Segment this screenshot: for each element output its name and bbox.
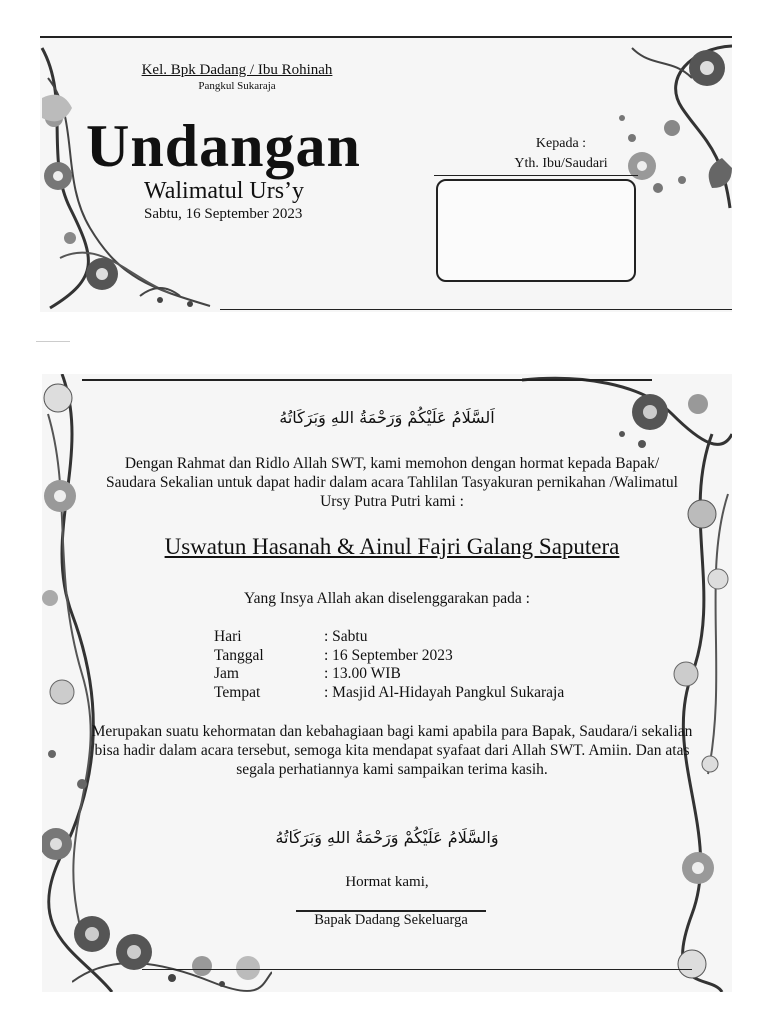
detail-row-date bbox=[214, 647, 564, 666]
sender-name: Kel. Bpk Dadang / Ibu Rohinah bbox=[141, 62, 333, 78]
invitation-letter bbox=[42, 374, 732, 992]
signature-name: Bapak Dadang Sekeluarga bbox=[296, 910, 486, 929]
detail-row-venue bbox=[214, 684, 564, 703]
event-date: Sabtu, 16 September 2023 bbox=[144, 206, 303, 222]
detail-label: Jam bbox=[214, 665, 239, 682]
detail-value: : Sabtu bbox=[324, 628, 368, 645]
address-box bbox=[436, 179, 636, 282]
frame-bottom-rule bbox=[142, 969, 692, 970]
recipient-label: Kepada : bbox=[535, 136, 587, 151]
frame-top-rule bbox=[82, 379, 652, 381]
closing-salutation-calligraphy: وَالسَّلَامُ عَلَيْكُمْ وَرَحْمَةُ اللهِ وَبَرَكَاتُهُ bbox=[275, 828, 499, 847]
invitation-title: Undangan bbox=[86, 113, 361, 179]
detail-label: Hari bbox=[214, 628, 242, 645]
envelope-bottom-rule bbox=[220, 309, 732, 310]
detail-value: : 16 September 2023 bbox=[324, 646, 453, 664]
detail-label: Tanggal bbox=[214, 646, 264, 664]
regards-text: Hormat kami, bbox=[345, 874, 429, 890]
detail-row-day bbox=[214, 628, 564, 647]
event-details bbox=[214, 628, 564, 702]
detail-value: : Masjid Al-Hidayah Pangkul Sukaraja bbox=[324, 683, 565, 701]
intro-paragraph: Dengan Rahmat dan Ridlo Allah SWT, kami memohon dengan hormat kepada Bapak/ Saudara Sekalian untuk dapat hadir dalam acara Tahlilan Tasyakuran pernikahan /Walimatul Ursy Putra Putri kami : bbox=[106, 455, 678, 510]
flower-cluster-icon bbox=[72, 912, 272, 992]
schedule-intro: Yang Insya Allah akan diselenggarakan pada : bbox=[244, 590, 530, 607]
couple-names: Uswatun Hasanah & Ainul Fajri Galang Saputera bbox=[164, 534, 620, 559]
detail-label: Tempat bbox=[214, 683, 261, 701]
separator-dash bbox=[36, 341, 70, 342]
event-name: Walimatul Urs’y bbox=[144, 178, 305, 204]
detail-value: : 13.00 WIB bbox=[324, 665, 401, 682]
envelope-card bbox=[40, 36, 732, 312]
recipient-name: Yth. Ibu/Saudari bbox=[514, 156, 608, 171]
recipient-divider bbox=[434, 175, 638, 176]
detail-row-time bbox=[214, 665, 564, 684]
sender-place: Pangkul Sukaraja bbox=[198, 80, 276, 92]
opening-salutation-calligraphy: اَلسَّلَامُ عَلَيْكُمْ وَرَحْمَةُ اللهِ وَبَرَكَاتُهُ bbox=[279, 408, 495, 427]
closing-paragraph: Merupakan suatu kehormatan dan kebahagiaan bagi kami apabila para Bapak, Saudara/i sekalian bisa hadir dalam acara tersebut, semoga kita mendapat syafaat dari Allah SWT. Amiin. Dan atas segala perhatiannya kami sampaikan terima kasih. bbox=[91, 723, 693, 778]
